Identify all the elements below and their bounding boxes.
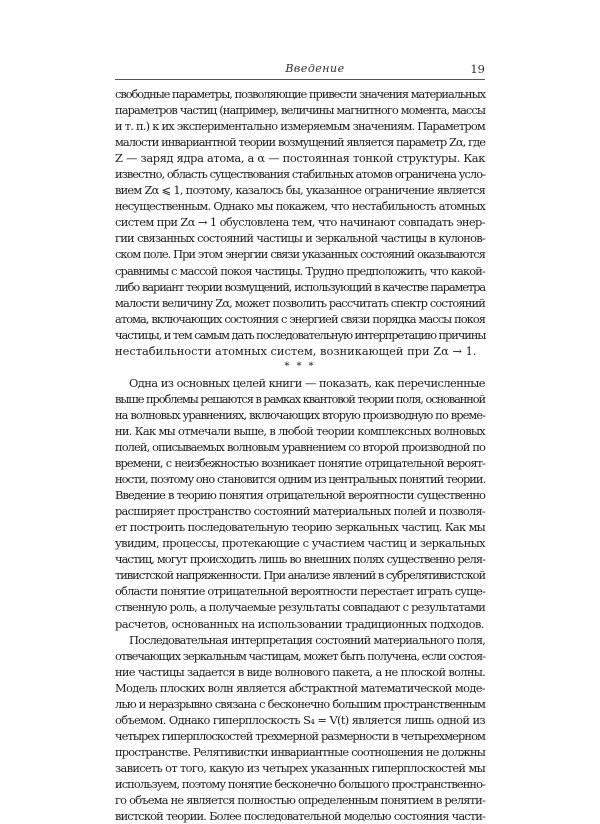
text-line: полей, описываемых волновым уравнением со второй производной по (115, 439, 485, 454)
text-line: несущественным. Однако мы покажем, что нестабильность атомных (115, 199, 485, 214)
running-title: Введение (285, 62, 345, 75)
text-line: четырех гиперплоскостей трехмерной размерности в четырехмерном (115, 728, 485, 743)
text-line: области понятие отрицательной вероятности перестает играть суще- (115, 584, 485, 599)
text-line: известно, область существования стабильных атомов ограничена усло- (115, 167, 485, 182)
text-line: го объема не является полностью определенным понятием в реляти- (115, 793, 485, 808)
text-line: лью и неразрывно связана с бесконечно большим пространственным (115, 696, 485, 711)
text-line: Одна из основных целей книги — показать, как перечисленные (129, 375, 485, 390)
paragraph-1 (115, 86, 485, 359)
text-line: расширяет пространство состояний материальных полей и позволя- (115, 504, 485, 519)
text-line: выше проблемы решаются в рамках квантовой теории поля, основанной (115, 391, 485, 406)
header-rule (115, 79, 485, 80)
text-line: свободные параметры, позволяющие привести значения материальных (115, 87, 485, 101)
text-line: частицы, и тем самым дать последовательную интерпретацию причины (115, 327, 486, 342)
text-line: Последовательная интерпретация состояний материального поля, (129, 632, 485, 647)
text-line: Z — заряд ядра атома, а α — постоянная тонкой структуры. Как (115, 151, 485, 166)
text-line: ет построить последовательную теорию зеркальных частиц. Как мы (115, 520, 485, 535)
text-line: атома, включающих состояния с энергией связи порядка массы покоя (115, 311, 485, 326)
text-line: вистской теории. Более последовательной моделью состояния части- (115, 809, 485, 824)
text-line: расчетов, основанных на использовании традиционных подходов. (115, 616, 484, 631)
page-header (115, 62, 485, 78)
text-line: объемом. Однако гиперплоскость S₄ = V(t) является лишь одной из (115, 712, 485, 727)
text-line: и т. п.) к их экспериментально измеряемым значениям. Параметром (115, 119, 485, 134)
text-line: пространстве. Релятивистки инвариантные соотношения не должны (115, 744, 485, 759)
text-line: либо вариант теории возмущений, использующий в качестве параметра (115, 279, 485, 294)
text-line: малости величину Zα, может позволить рассчитать спектр состояний (115, 295, 485, 310)
text-line: тивистской напряженности. При анализе явлений в субрелятивистской (115, 568, 485, 583)
text-line: Модель плоских волн является абстрактной математической моде- (115, 680, 485, 695)
text-line: Введение в теорию понятия отрицательной вероятности существенно (115, 488, 485, 503)
body-text (115, 86, 485, 824)
text-line: времени, с неизбежностью возникает понятие отрицательной вероят- (115, 456, 485, 471)
text-line: параметров частиц (например, величины магнитного момента, массы (115, 103, 485, 118)
page-number: 19 (470, 62, 485, 76)
paragraph-3 (115, 632, 485, 824)
text-line: сравнимы с массой покоя частицы. Трудно предположить, что какой- (115, 263, 485, 278)
text-line: нестабильности атомных систем, возникающей при Zα → 1. (115, 343, 477, 358)
text-line: ском поле. При этом энергии связи указанных состояний оказываются (115, 247, 485, 262)
text-line: малости инвариантной теории возмущений является параметр Zα, где (115, 135, 485, 150)
text-line: систем при Zα → 1 обусловлена тем, что начинают совпадать энер- (115, 215, 485, 230)
text-line: зависеть от того, какую из четырех указанных гиперплоскостей мы (115, 760, 485, 775)
paragraph-2 (115, 375, 485, 632)
text-line: используем, поэтому понятие бесконечно большого пространственно- (115, 776, 485, 791)
text-line: частиц, могут происходить лишь во внешних полях существенно реля- (115, 552, 485, 567)
text-line: отвечающих зеркальным частицам, может быть получена, если состоя- (115, 648, 485, 663)
section-separator: * * * (284, 360, 316, 372)
text-line: ственную роль, а получаемые результаты совпадают с результатами (115, 600, 486, 615)
text-line: ни. Как мы отмечали выше, в любой теории комплексных волновых (115, 423, 485, 438)
text-line: увидим, процессы, протекающие с участием частиц и зеркальных (115, 536, 485, 551)
text-line: на волновых уравнениях, включающих вторую производную по време- (115, 407, 485, 422)
text-line: гии связанных состояний частицы и зеркальной частицы в кулонов- (115, 231, 485, 246)
text-line: ности, поэтому оно становится одним из центральных понятий теории. (115, 472, 486, 487)
text-line: ние частицы задается в виде волнового пакета, а не плоской волны. (115, 664, 485, 679)
text-line: вием Zα ⩽ 1, поэтому, казалось бы, указанное ограничение является (115, 183, 485, 198)
